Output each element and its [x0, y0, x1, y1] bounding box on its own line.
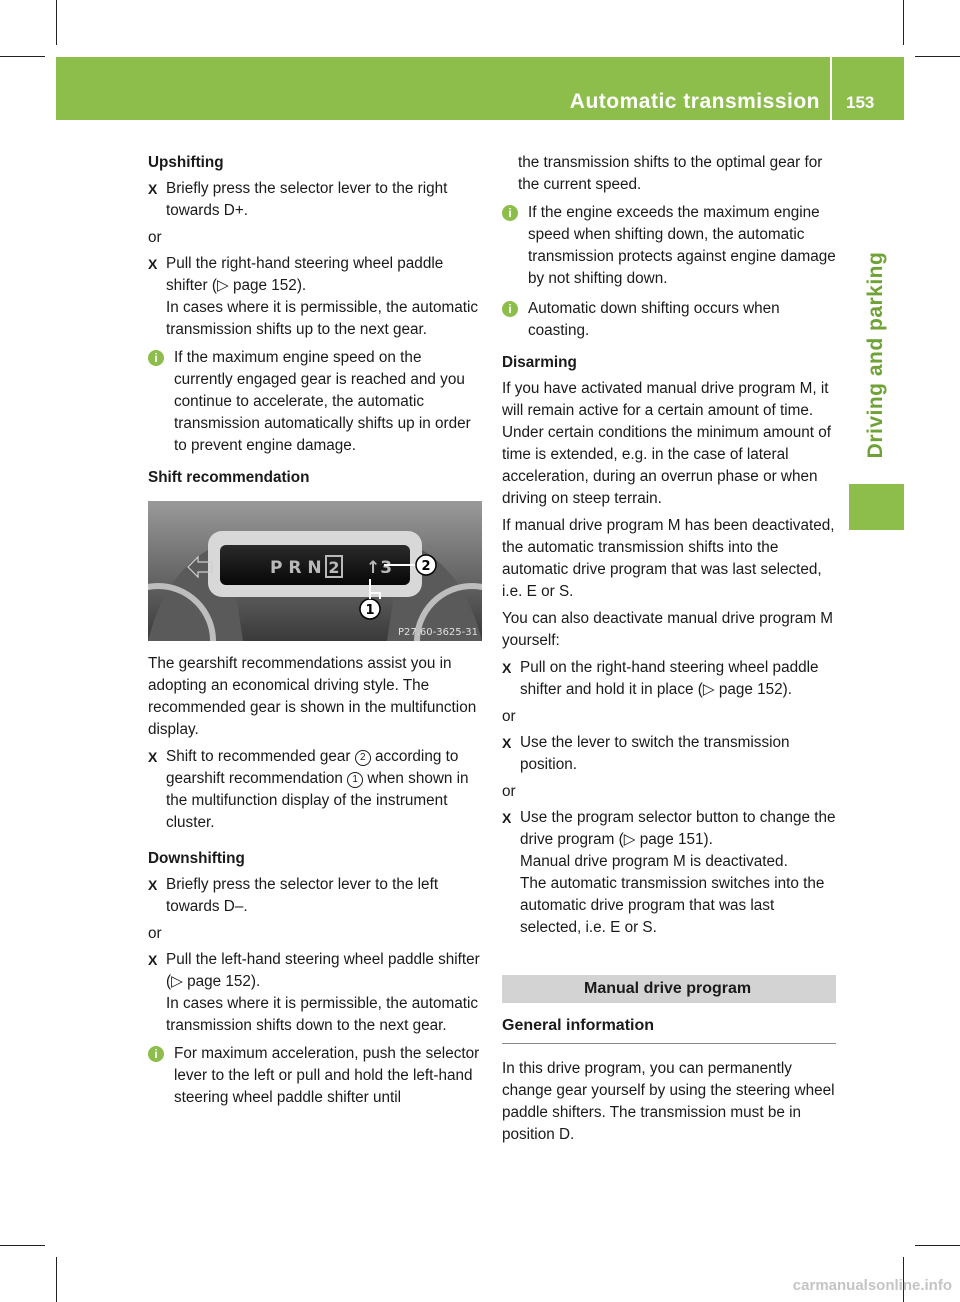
- info-note: i If the engine exceeds the maximum engine speed when shifting down, the automatic transmission protects against engine damage by not shifting down.: [502, 202, 836, 290]
- info-icon: i: [148, 1046, 164, 1062]
- general-info-body: In this drive program, you can permanently change gear yourself by using the steering wheel paddle shifters. The transmission must be in position D.: [502, 1060, 835, 1143]
- step-arrow-icon: X: [148, 256, 158, 272]
- callout-2: 2: [421, 559, 431, 574]
- right-column: [502, 152, 836, 1151]
- or-text: or: [148, 229, 162, 246]
- crop-mark: [0, 1245, 45, 1246]
- disarming-paragraph-3: You can also deactivate manual drive program M yourself:: [502, 610, 834, 649]
- chapter-tab: [849, 484, 904, 530]
- or-text: or: [148, 925, 162, 942]
- figure-code: P27.60-3625-31: [397, 627, 478, 638]
- callout-2-ref: 2: [355, 750, 371, 766]
- display-gear-text: P R N: [270, 558, 322, 578]
- step-item: X Pull the left-hand steering wheel paddle shifter (▷ page 152). In cases where it is permissible, the automatic transmission shifts down to the next gear.: [148, 951, 480, 1034]
- step-arrow-icon: X: [148, 877, 158, 893]
- general-info-heading: General information: [502, 1015, 836, 1044]
- left-column: [148, 152, 482, 1117]
- cluster-illustration: [148, 501, 482, 641]
- crop-mark: [903, 0, 904, 45]
- crop-mark: [0, 56, 45, 57]
- info-continuation: the transmission shifts to the optimal gear for the current speed.: [518, 154, 823, 193]
- callout-1: 1: [365, 603, 375, 618]
- shift-recommendation-heading: Shift recommendation: [148, 469, 310, 486]
- header-separator: [830, 57, 832, 120]
- display-recommended-gear: ↑3: [366, 558, 393, 578]
- crop-mark: [915, 1245, 960, 1246]
- or-text: or: [502, 783, 516, 800]
- chapter-label: Driving and parking: [864, 251, 887, 459]
- info-icon: i: [148, 350, 164, 366]
- step-arrow-icon: X: [148, 181, 158, 197]
- crop-mark: [56, 0, 57, 45]
- crop-mark: [56, 1257, 57, 1302]
- step-arrow-icon: X: [502, 810, 512, 826]
- disarming-paragraph-2: If manual drive program M has been deactivated, the automatic transmission shifts into the automatic drive program that was last selected, i.e. E or S.: [502, 517, 835, 600]
- disarming-paragraph-1: If you have activated manual drive program M, it will remain active for a certain amount of time. Under certain conditions the minimum amount of time is extended, e.g. in the case of lateral acceleration, during an overrun phase or when driving on steep terrain.: [502, 380, 832, 507]
- step-item: X Pull the right-hand steering wheel paddle shifter (▷ page 152). In cases where it is permissible, the automatic transmission shifts up to the next gear.: [148, 255, 479, 338]
- page-title: Automatic transmission: [569, 90, 820, 113]
- info-note: i Automatic down shifting occurs when coasting.: [502, 298, 836, 342]
- section-title: Manual drive program: [502, 975, 836, 1003]
- step-arrow-icon: X: [502, 660, 512, 676]
- info-note: i For maximum acceleration, push the selector lever to the left or pull and hold the left-hand steering wheel paddle shifter until: [148, 1043, 482, 1109]
- instrument-cluster-figure: [148, 501, 482, 641]
- upshifting-heading: Upshifting: [148, 154, 224, 171]
- step-item: X Shift to recommended gear 2 according to gearshift recommendation 1 when shown in the multifunction display of the instrument cluster.: [148, 748, 469, 831]
- step-item: X Use the program selector button to change the drive program (▷ page 151). Manual drive program M is deactivated. The automatic transmission switches into the automatic drive program that was last selected, i.e. E or S.: [502, 809, 836, 936]
- step-item: X Pull on the right-hand steering wheel paddle shifter and hold it in place (▷ page 152).: [502, 659, 819, 698]
- watermark: carmanualsonline.info: [792, 1277, 952, 1294]
- callout-1-ref: 1: [347, 772, 363, 788]
- step-item: X Briefly press the selector lever to the left towards D–.: [148, 876, 439, 915]
- disarming-heading: Disarming: [502, 354, 577, 371]
- info-icon: i: [502, 301, 518, 317]
- step-arrow-icon: X: [148, 952, 158, 968]
- shift-body: The gearshift recommendations assist you in adopting an economical driving style. The recommended gear is shown in the multifunction display.: [148, 655, 477, 738]
- step-arrow-icon: X: [148, 749, 158, 765]
- display-current-gear: 2: [328, 558, 340, 577]
- page-number: 153: [846, 93, 875, 112]
- downshifting-heading: Downshifting: [148, 850, 245, 867]
- step-item: X Briefly press the selector lever to the right towards D+.: [148, 180, 448, 219]
- info-note: i If the maximum engine speed on the currently engaged gear is reached and you continue to accelerate, the automatic transmission automatically shifts up in order to prevent engine damage.: [148, 347, 482, 457]
- crop-mark: [915, 56, 960, 57]
- step-arrow-icon: X: [502, 735, 512, 751]
- info-icon: i: [502, 205, 518, 221]
- step-item: X Use the lever to switch the transmission position.: [502, 734, 790, 773]
- or-text: or: [502, 708, 516, 725]
